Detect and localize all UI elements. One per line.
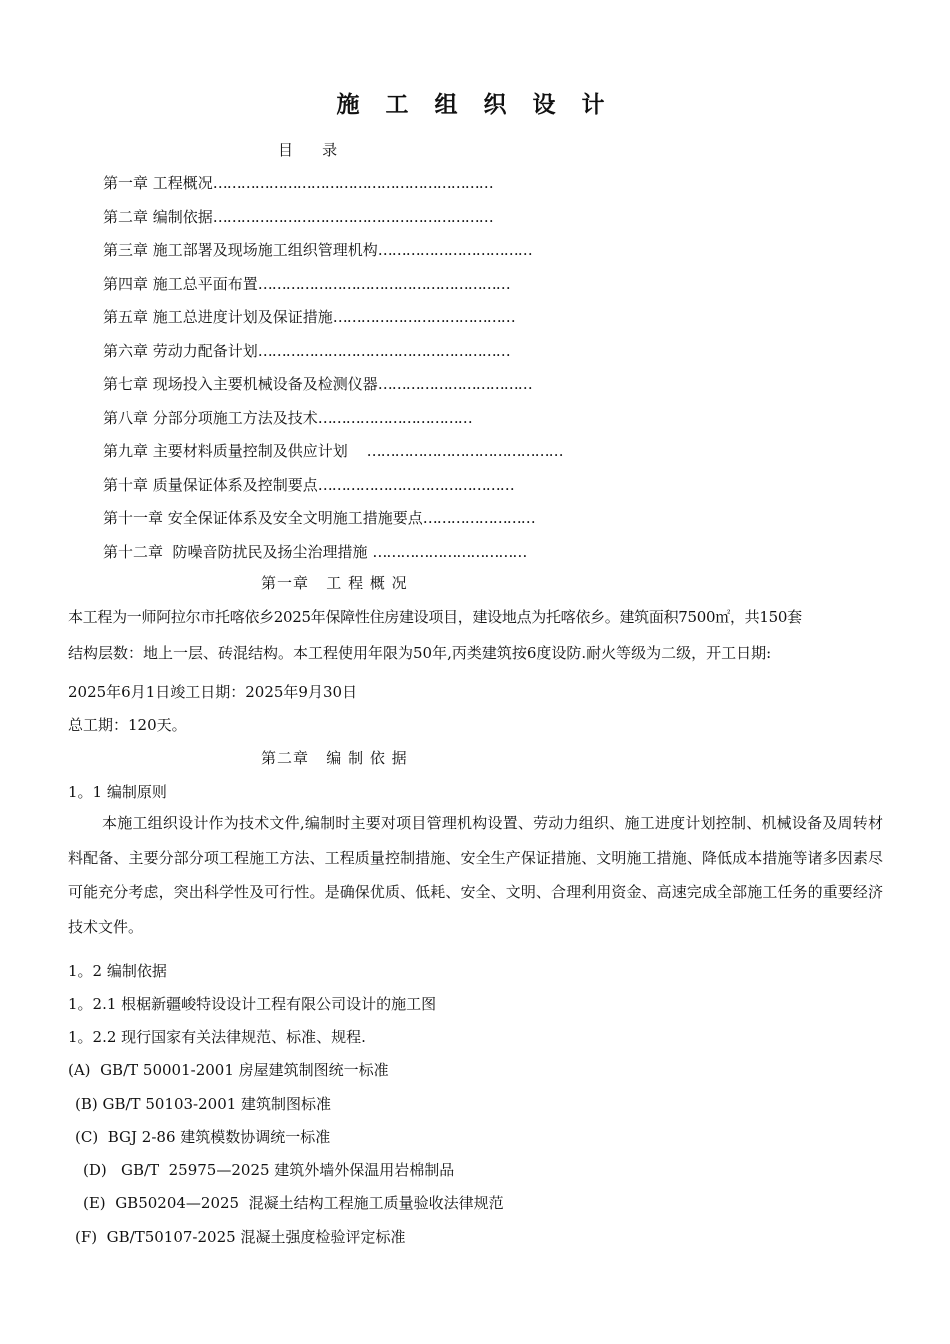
subsection-line: 1。2.2 现行国家有关法律规范、标准、规程. xyxy=(68,1028,366,1046)
chapter1-line: 结构层数：地上一层、砖混结构。本工程使用年限为50年,丙类建筑按6度设防.耐火等级为二级，开工日期: xyxy=(68,644,772,662)
toc-item-label: 第一章 工程概况 xyxy=(103,174,213,192)
standard-item: (E) GB50204—2025 混凝土结构工程施工质量验收法律规范 xyxy=(83,1194,504,1212)
chapter1-line: 2025年6月1日竣工日期：2025年9月30日 xyxy=(68,683,358,701)
chapter1-line: 本工程为一师阿拉尔市托喀依乡2025年保障性住房建设项目，建设地点为托喀依乡。建筑面积7500㎡，共150套 xyxy=(68,608,802,626)
toc-item xyxy=(103,472,583,506)
document-title: 施 工 组 织 设 计 xyxy=(336,91,614,118)
toc-item xyxy=(103,371,583,405)
toc-leader: …………………………………… xyxy=(317,475,514,494)
toc-item xyxy=(103,338,583,372)
toc-leader: …………………………………… xyxy=(347,442,563,460)
toc-item-label: 第十一章 安全保证体系及安全文明施工措施要点 xyxy=(103,509,423,527)
toc-item xyxy=(103,237,583,271)
section-title: 1。1 编制原则 xyxy=(68,783,167,801)
toc-item-label: 第十二章 防噪音防扰民及扬尘治理措施 xyxy=(103,542,373,561)
toc-leader: …………………… xyxy=(422,509,535,527)
toc-item xyxy=(103,271,583,305)
standard-item: (D) GB/T 25975—2025 建筑外墙外保温用岩棉制品 xyxy=(83,1161,455,1179)
chapter1-heading: 第一章 工 程 概 况 xyxy=(261,574,408,592)
toc-leader: ……………………………………………… xyxy=(257,274,510,293)
toc-item-label: 第四章 施工总平面布置 xyxy=(103,274,258,293)
toc-heading: 目 录 xyxy=(278,141,340,159)
section-title: 1。2 编制依据 xyxy=(68,962,167,980)
toc-leader: ………………………………… xyxy=(332,308,515,326)
toc-leader: …………………………… xyxy=(377,375,532,393)
section-body: 本施工组织设计作为技术文件,编制时主要对项目管理机构设置、劳动力组织、施工进度计划控制、机械设备及周转材料配备、主要分部分项工程施工方法、工程质量控制措施、安全生产保证措施、文明施工措施、降低成本措施等诸多因素尽可能充分考虑，突出科学性及可行性。是确保优质、低耗、安全、文明、合理利用资金、高速完成全部施工任务的重要经济技术文件。 xyxy=(68,814,883,936)
toc-leader: …………………………… xyxy=(317,408,472,427)
toc-item-label: 第三章 施工部署及现场施工组织管理机构 xyxy=(103,241,378,259)
standard-item: (B) GB/T 50103-2001 建筑制图标准 xyxy=(75,1095,332,1113)
toc-item-label: 第二章 编制依据 xyxy=(103,207,213,226)
toc-leader: …………………………………………………… xyxy=(212,207,493,226)
toc-item xyxy=(103,170,583,204)
toc-item xyxy=(103,539,583,573)
chapter1-line: 总工期：120天。 xyxy=(68,716,187,734)
standard-item: (F) GB/T50107-2025 混凝土强度检验评定标准 xyxy=(75,1228,406,1246)
toc-leader: …………………………… xyxy=(377,241,532,259)
toc-leader: …………………………… xyxy=(372,542,527,561)
toc-item-label: 第六章 劳动力配备计划 xyxy=(103,341,258,360)
toc-item-label: 第五章 施工总进度计划及保证措施 xyxy=(103,308,333,326)
toc-item-label: 第七章 现场投入主要机械设备及检测仪器 xyxy=(103,375,378,393)
toc-leader: …………………………………………………… xyxy=(212,174,493,192)
toc-item xyxy=(103,505,583,539)
toc-item xyxy=(103,204,583,238)
toc-item-label: 第九章 主要材料质量控制及供应计划 xyxy=(103,442,348,460)
toc-item-label: 第十章 质量保证体系及控制要点 xyxy=(103,475,318,494)
subsection-line: 1。2.1 根椐新疆峻特设设计工程有限公司设计的施工图 xyxy=(68,995,437,1013)
table-of-contents xyxy=(103,170,583,572)
toc-item xyxy=(103,304,583,338)
toc-leader: ……………………………………………… xyxy=(257,341,510,360)
chapter2-heading: 第二章 编 制 依 据 xyxy=(261,749,408,767)
toc-item xyxy=(103,438,583,472)
standard-item: (C) BGJ 2-86 建筑模数协调统一标准 xyxy=(75,1128,331,1146)
toc-item xyxy=(103,405,583,439)
toc-item-label: 第八章 分部分项施工方法及技术 xyxy=(103,408,318,427)
standard-item: (A) GB/T 50001-2001 房屋建筑制图统一标准 xyxy=(68,1061,389,1079)
